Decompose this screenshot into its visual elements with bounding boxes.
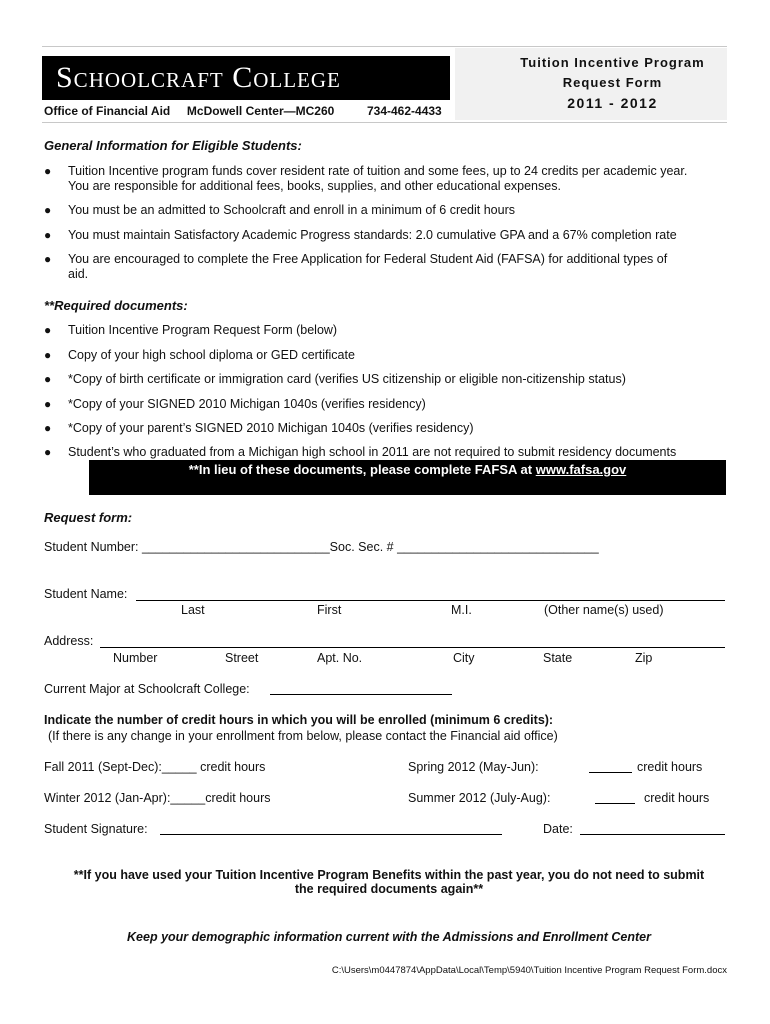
general-heading: General Information for Eligible Students: (44, 138, 302, 153)
name-part-mi: M.I. (451, 603, 472, 617)
office-center: McDowell Center—MC260 (186, 104, 335, 118)
bullet-icon: ● (44, 203, 52, 217)
office-name: Office of Financial Aid (44, 104, 171, 118)
bullet-icon: ● (44, 348, 52, 362)
bullet-icon: ● (44, 164, 52, 178)
form-title: Request Form (562, 75, 663, 90)
bullet-icon: ● (44, 252, 52, 266)
spring-suffix: credit hours (637, 760, 703, 774)
bullet-icon: ● (44, 421, 52, 435)
demographic-note: Keep your demographic information current with the Admissions and Enrollment Center (127, 930, 651, 944)
summer-credits-field[interactable] (595, 803, 635, 804)
summer-label: Summer 2012 (July-Aug): (408, 791, 551, 805)
credits-heading: Indicate the number of credit hours in which you will be enrolled (minimum 6 credits): (44, 713, 554, 727)
required-item-text: Student’s who graduated from a Michigan high school in 2011 are not required to submit residency documents (68, 445, 677, 459)
header-top-rule (42, 46, 727, 47)
name-part-first: First (317, 603, 342, 617)
summer-suffix: credit hours (644, 791, 710, 805)
address-part-zip: Zip (635, 651, 653, 665)
general-item-text: You must be an admitted to Schoolcraft and enroll in a minimum of 6 credit hours (68, 203, 515, 217)
required-item-text: *Copy of your parent’s SIGNED 2010 Michigan 1040s (verifies residency) (68, 421, 474, 435)
address-part-street: Street (225, 651, 259, 665)
required-item (44, 348, 734, 363)
general-item-text: You must maintain Satisfactory Academic Progress standards: 2.0 cumulative GPA and a 67% completion rate (68, 228, 677, 242)
logo-text: Schoolcraft College (56, 61, 341, 94)
required-item-text: *Copy of birth certificate or immigration card (verifies US citizenship or eligible non-citizenship status) (68, 372, 626, 386)
student-number-label: Student Number: ___________________________ (44, 540, 330, 554)
general-item-text: You are responsible for additional fees, books, supplies, and other educational expenses. (68, 179, 561, 193)
used-benefits-note (44, 868, 734, 896)
bullet-icon: ● (44, 445, 52, 459)
required-item-text: Copy of your high school diploma or GED certificate (68, 348, 355, 362)
student-number-field[interactable] (44, 540, 599, 554)
date-field[interactable] (580, 834, 725, 835)
signature-label: Student Signature: (44, 822, 148, 836)
office-line (44, 104, 442, 118)
address-label: Address: (44, 634, 94, 648)
general-item-text: aid. (68, 267, 89, 281)
program-title: Tuition Incentive Program (520, 55, 705, 70)
address-part-state: State (543, 651, 573, 665)
used-benefits-line2: the required documents again** (294, 882, 484, 896)
required-item (44, 421, 734, 436)
student-name-label: Student Name: (44, 587, 128, 601)
major-field[interactable] (270, 694, 452, 695)
spring-credits-field[interactable] (589, 772, 632, 773)
bullet-icon: ● (44, 372, 52, 386)
general-item (44, 203, 734, 218)
bullet-icon: ● (44, 323, 52, 337)
general-item (44, 252, 734, 282)
student-name-field[interactable] (136, 600, 725, 601)
general-item-text: Tuition Incentive program funds cover resident rate of tuition and some fees, up to 24 credits per academic year. (68, 164, 688, 178)
general-item-text: You are encouraged to complete the Free Application for Federal Student Aid (FAFSA) for additional types of (68, 252, 668, 266)
bullet-icon: ● (44, 397, 52, 411)
ssn-label: Soc. Sec. # _____________________________ (329, 540, 599, 554)
address-part-apt: Apt. No. (317, 651, 363, 665)
year-title: 2011 - 2012 (567, 95, 658, 111)
fafsa-link[interactable]: www.fafsa.gov (535, 462, 627, 477)
required-item (44, 323, 734, 338)
required-item (44, 397, 734, 412)
fall-credits-field[interactable]: Fall 2011 (Sept-Dec):_____ credit hours (44, 760, 266, 774)
file-path: C:\Users\m0447874\AppData\Local\Temp\5940\Tuition Incentive Program Request Form.docx (331, 965, 727, 976)
required-item-text: *Copy of your SIGNED 2010 Michigan 1040s (verifies residency) (68, 397, 426, 411)
required-item-text: Tuition Incentive Program Request Form (below) (68, 323, 338, 337)
used-benefits-line1: **If you have used your Tuition Incentive Program Benefits within the past year, you do not need to submit (73, 868, 705, 882)
name-part-last: Last (181, 603, 205, 617)
office-phone: 734-462-4433 (366, 104, 442, 118)
winter-credits-field[interactable]: Winter 2012 (Jan-Apr):_____credit hours (44, 791, 271, 805)
header-bottom-rule (42, 122, 727, 123)
date-label: Date: (543, 822, 573, 836)
college-logo (42, 56, 450, 100)
required-item (44, 372, 734, 387)
fafsa-banner (89, 460, 726, 495)
name-part-other: (Other name(s) used) (544, 603, 664, 617)
address-part-number: Number (113, 651, 158, 665)
general-item (44, 228, 734, 243)
spring-label: Spring 2012 (May-Jun): (408, 760, 539, 774)
bullet-icon: ● (44, 228, 52, 242)
request-form-heading: Request form: (44, 510, 133, 525)
credits-note: (If there is any change in your enrollment from below, please contact the Financial aid office) (48, 729, 558, 743)
address-part-city: City (453, 651, 475, 665)
major-label: Current Major at Schoolcraft College: (44, 682, 250, 696)
required-item (44, 445, 734, 460)
signature-field[interactable] (160, 834, 502, 835)
required-heading: **Required documents: (44, 298, 188, 313)
general-item (44, 164, 734, 194)
address-field[interactable] (100, 647, 725, 648)
banner-text: **In lieu of these documents, please complete FAFSA at (188, 462, 533, 477)
